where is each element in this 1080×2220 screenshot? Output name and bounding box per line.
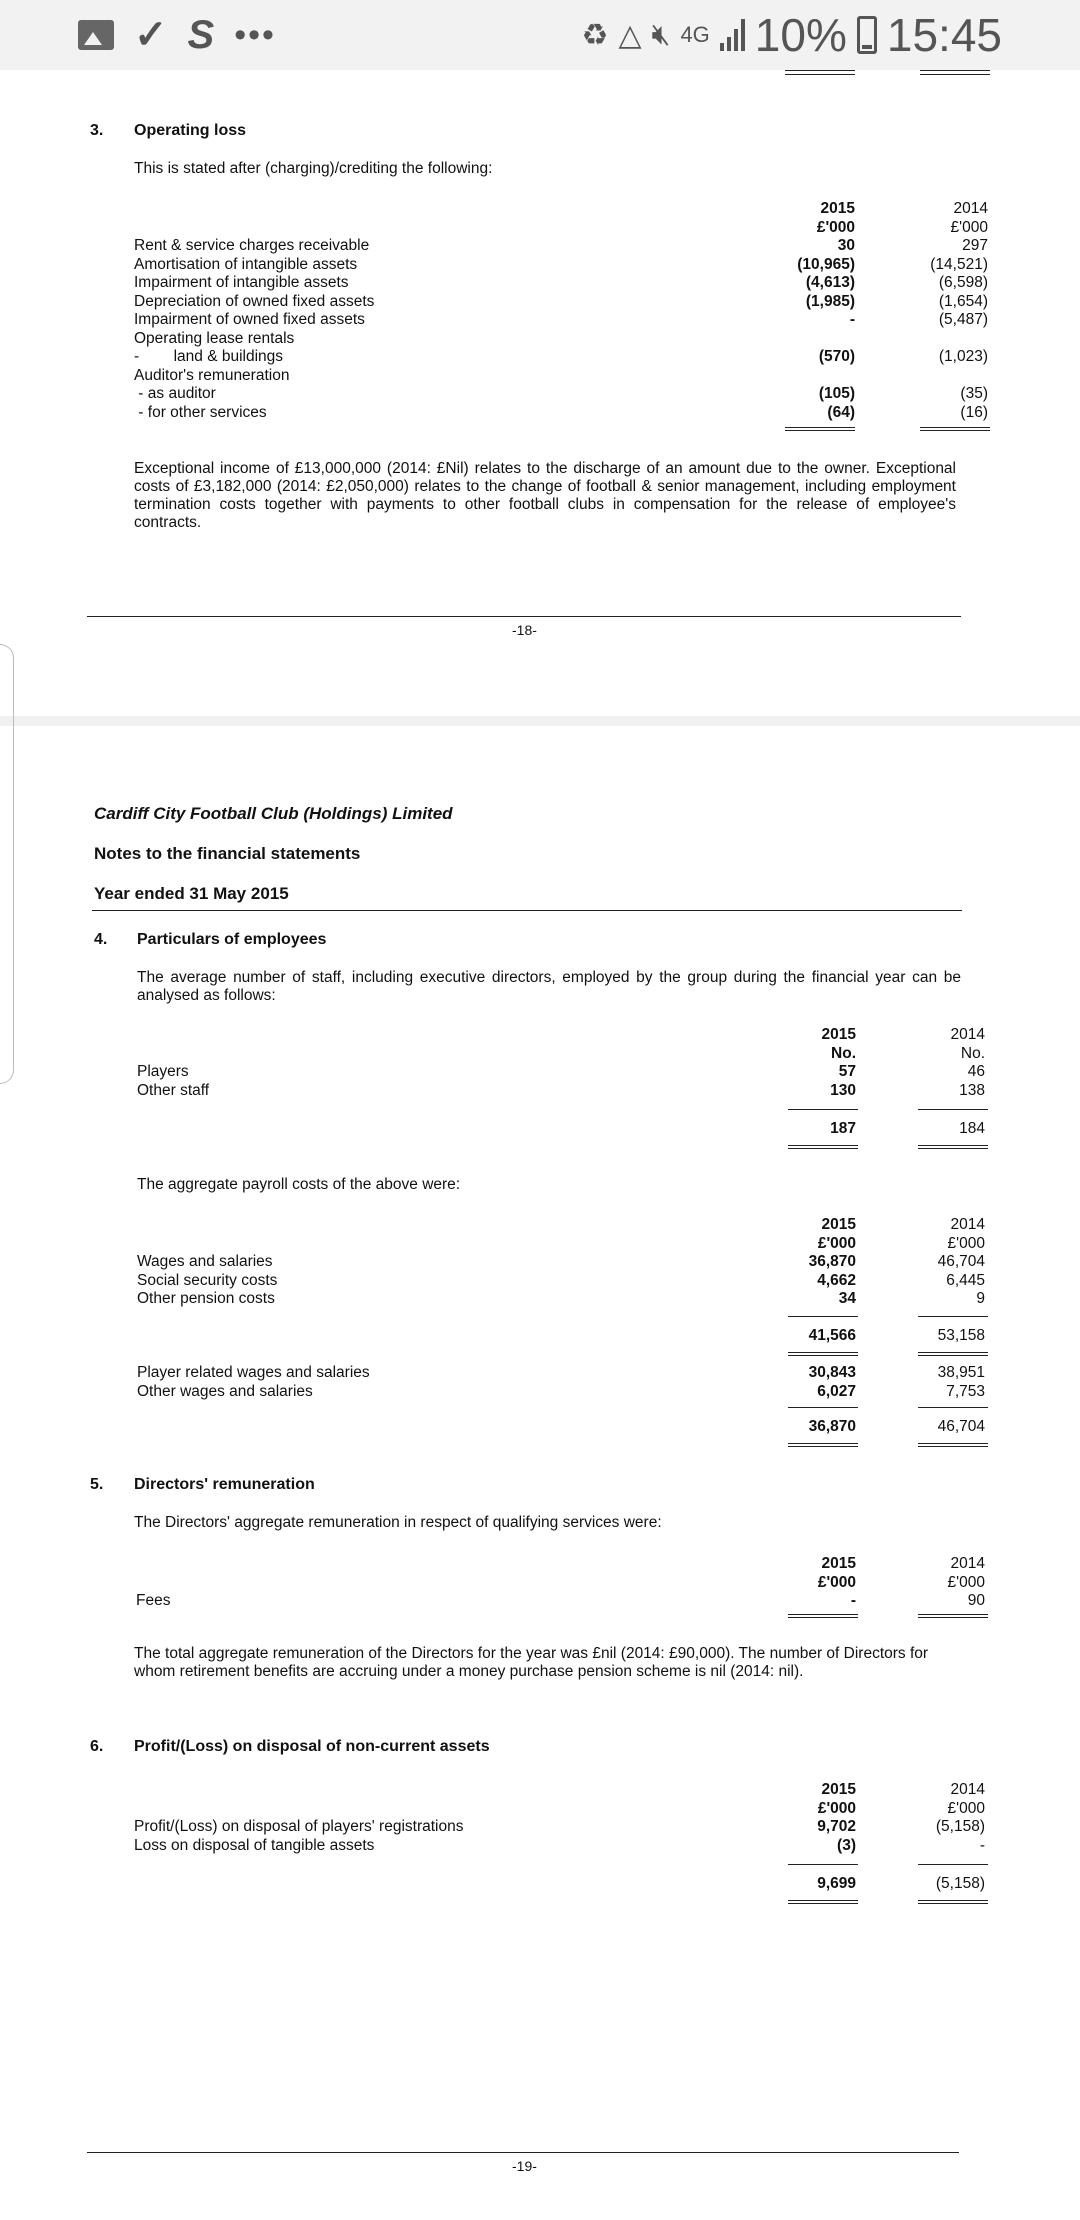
value-2015: 130 bbox=[830, 1081, 856, 1099]
col-header-2015: 2015 No. bbox=[821, 1026, 856, 1062]
row-label: Social security costs bbox=[137, 1271, 278, 1289]
row-labels bbox=[137, 1063, 209, 1100]
row-label: Player related wages and salaries bbox=[137, 1364, 370, 1381]
clock: 15:45 bbox=[886, 9, 1002, 61]
value-2015: 36,870 bbox=[808, 1253, 856, 1270]
note-number: 3. bbox=[90, 122, 104, 139]
value-2014: 38,951 bbox=[937, 1364, 985, 1381]
value-2015: - bbox=[850, 1592, 856, 1609]
value-2015 bbox=[755, 367, 855, 386]
header-rule bbox=[92, 910, 962, 911]
values-2015 bbox=[756, 1818, 856, 1855]
note-intro: The Directors' aggregate remuneration in respect of qualifying services were: bbox=[134, 1514, 662, 1531]
note-title: Operating loss bbox=[134, 122, 247, 139]
row-label: Impairment of intangible assets bbox=[134, 274, 349, 291]
col-header-2014: 2014 No. bbox=[950, 1026, 985, 1062]
value-2014: 90 bbox=[967, 1592, 985, 1609]
value-2014 bbox=[888, 330, 988, 349]
rule bbox=[920, 70, 990, 71]
value-2014: 46,704 bbox=[937, 1253, 985, 1270]
row-labels bbox=[137, 1253, 277, 1309]
double-rule bbox=[918, 1614, 988, 1618]
double-rule bbox=[788, 1352, 858, 1356]
rule bbox=[785, 70, 855, 71]
rule bbox=[788, 1109, 858, 1110]
values-2015 bbox=[756, 1364, 856, 1401]
page-separator bbox=[0, 716, 1080, 726]
value-2014: 138 bbox=[959, 1081, 985, 1099]
row-label: Fees bbox=[136, 1592, 171, 1609]
values-2015 bbox=[756, 1063, 856, 1100]
row-label: - land & buildings bbox=[134, 348, 284, 365]
row-label: Amortisation of intangible assets bbox=[134, 255, 358, 273]
value-2014: (35) bbox=[960, 385, 988, 402]
col-header-2014: 2014 £'000 bbox=[947, 1555, 985, 1591]
wages-total-2014: 46,704 bbox=[937, 1418, 985, 1435]
value-2015: (3) bbox=[837, 1836, 856, 1854]
directors-paragraph: The total aggregate remuneration of the Directors for the year was £nil (2014: £90,000). The number of Directors for whom retirement benefits are accruing under a money purchase pension scheme is nil (2014: nil). bbox=[134, 1645, 929, 1680]
rule bbox=[918, 1407, 988, 1408]
row-label: Operating lease rentals bbox=[134, 329, 295, 347]
note-number: 4. bbox=[94, 931, 108, 948]
value-2014: 6,445 bbox=[946, 1271, 985, 1289]
document-page-18 bbox=[0, 70, 1080, 720]
note-title: Directors' remuneration bbox=[134, 1476, 315, 1493]
notes-title: Notes to the financial statements bbox=[94, 844, 361, 863]
value-2014: (5,158) bbox=[935, 1818, 985, 1835]
rule bbox=[920, 74, 990, 75]
double-rule bbox=[788, 1614, 858, 1618]
footer-rule bbox=[87, 616, 961, 617]
recycle-icon: ♻ bbox=[581, 18, 609, 52]
values-2014 bbox=[885, 1253, 985, 1309]
system-icons bbox=[582, 10, 1002, 60]
value-2014: 46 bbox=[967, 1063, 985, 1080]
rule bbox=[788, 1407, 858, 1408]
document-page-19 bbox=[0, 726, 1080, 2220]
double-rule bbox=[918, 1145, 988, 1149]
values-2014 bbox=[885, 1063, 985, 1100]
value-2015: (10,965) bbox=[797, 255, 855, 273]
value-2015: (1,985) bbox=[805, 292, 855, 310]
double-rule bbox=[918, 1352, 988, 1356]
company-name: Cardiff City Football Club (Holdings) Limited bbox=[94, 804, 453, 823]
col-header-2015: 2015 £'000 bbox=[817, 1555, 856, 1591]
value-2015: (4,613) bbox=[805, 274, 855, 291]
exceptional-paragraph: Exceptional income of £13,000,000 (2014: £Nil) relates to the discharge of an amount due to the owner. Exceptional costs of £3,182,000 (2014: £2,050,000) relates to the change of football & senior management, including employment termination costs together with payments to other football clubs in compensation for the release of employee's contracts. bbox=[134, 460, 956, 531]
row-labels bbox=[137, 1364, 370, 1401]
row-label: Other wages and salaries bbox=[137, 1382, 313, 1400]
signal-icon bbox=[720, 19, 745, 51]
disposal-total-2014: (5,158) bbox=[935, 1875, 985, 1892]
page-number: -19- bbox=[512, 2158, 537, 2174]
row-label: Rent & service charges receivable bbox=[134, 237, 370, 254]
battery-icon bbox=[857, 16, 877, 54]
value-2015: 30 bbox=[837, 237, 855, 254]
double-rule bbox=[918, 1443, 988, 1447]
note-title: Particulars of employees bbox=[137, 931, 327, 948]
more-dots-icon: ••• bbox=[234, 15, 276, 54]
payroll-total-2015: 41,566 bbox=[808, 1327, 856, 1344]
rule bbox=[788, 1864, 858, 1865]
col-header-2014: 2014 £'000 bbox=[947, 1781, 985, 1817]
payroll-total-2014: 53,158 bbox=[937, 1327, 985, 1344]
row-label: Loss on disposal of tangible assets bbox=[134, 1836, 375, 1854]
status-bar bbox=[0, 0, 1080, 70]
value-2014 bbox=[888, 367, 988, 386]
value-2015 bbox=[755, 330, 855, 349]
double-rule bbox=[788, 1145, 858, 1149]
wages-total-2015: 36,870 bbox=[808, 1418, 856, 1435]
value-2014: (5,487) bbox=[938, 311, 988, 328]
col-header-2015: 2015 £'000 bbox=[817, 1781, 856, 1817]
value-2014: 7,753 bbox=[946, 1382, 985, 1400]
row-label: Other staff bbox=[137, 1081, 210, 1099]
year-ended: Year ended 31 May 2015 bbox=[94, 884, 289, 903]
value-2015: 34 bbox=[838, 1290, 856, 1307]
network-type: 4G bbox=[680, 22, 710, 47]
gallery-icon bbox=[78, 20, 114, 50]
col-header-2014: 2014 £'000 bbox=[947, 1216, 985, 1252]
row-label: Depreciation of owned fixed assets bbox=[134, 292, 375, 310]
row-labels bbox=[134, 237, 374, 422]
row-label: Impairment of owned fixed assets bbox=[134, 311, 365, 328]
double-rule bbox=[788, 1443, 858, 1447]
value-2014: - bbox=[979, 1836, 985, 1854]
double-rule bbox=[785, 427, 855, 431]
rule bbox=[918, 1316, 988, 1317]
staff-total-2015: 187 bbox=[830, 1120, 856, 1137]
s-app-icon: S bbox=[187, 13, 215, 57]
value-2015: (570) bbox=[818, 348, 855, 365]
col-header-2015: 2015 £'000 bbox=[816, 200, 855, 236]
values-2014 bbox=[888, 237, 988, 422]
value-2014: 297 bbox=[962, 237, 988, 254]
row-label: Players bbox=[137, 1063, 189, 1080]
values-2014 bbox=[885, 1592, 985, 1611]
note-number: 6. bbox=[90, 1738, 104, 1755]
row-label: Auditor's remuneration bbox=[134, 366, 290, 384]
value-2014: (1,654) bbox=[938, 292, 988, 310]
row-label: - for other services bbox=[134, 403, 267, 421]
row-label: Profit/(Loss) on disposal of players' registrations bbox=[134, 1818, 464, 1835]
double-rule bbox=[920, 427, 990, 431]
row-label: - as auditor bbox=[134, 385, 216, 402]
values-2015 bbox=[756, 1253, 856, 1309]
value-2015: (105) bbox=[818, 385, 855, 402]
rule bbox=[785, 74, 855, 75]
battery-percent: 10% bbox=[754, 9, 847, 61]
value-2015: - bbox=[849, 311, 855, 328]
value-2015: 9,702 bbox=[817, 1818, 856, 1835]
disposal-total-2015: 9,699 bbox=[817, 1875, 856, 1892]
value-2014: (14,521) bbox=[930, 255, 988, 273]
note-number: 5. bbox=[90, 1476, 104, 1493]
double-rule bbox=[788, 1900, 858, 1904]
footer-rule bbox=[87, 2152, 959, 2153]
value-2015: (64) bbox=[827, 403, 855, 421]
mute-icon: 🔇︎ bbox=[651, 18, 671, 51]
note-intro: The average number of staff, including executive directors, employed by the group during the financial year can be analysed as follows: bbox=[137, 969, 961, 1004]
rule bbox=[918, 1109, 988, 1110]
notification-icons bbox=[78, 14, 276, 56]
row-label: Wages and salaries bbox=[137, 1253, 273, 1270]
double-rule bbox=[918, 1900, 988, 1904]
value-2015: 30,843 bbox=[808, 1364, 856, 1381]
payroll-intro: The aggregate payroll costs of the above were: bbox=[137, 1176, 461, 1193]
values-2015 bbox=[756, 1592, 856, 1611]
drive-icon: △ bbox=[618, 18, 642, 52]
values-2014 bbox=[885, 1818, 985, 1855]
rule bbox=[918, 1864, 988, 1865]
values-2015 bbox=[755, 237, 855, 422]
note-intro: This is stated after (charging)/crediting the following: bbox=[134, 160, 493, 177]
value-2014: (16) bbox=[960, 403, 988, 421]
value-2014: (1,023) bbox=[938, 348, 988, 365]
staff-total-2014: 184 bbox=[959, 1120, 985, 1137]
values-2014 bbox=[885, 1364, 985, 1401]
rule bbox=[788, 1316, 858, 1317]
value-2015: 4,662 bbox=[817, 1271, 856, 1289]
value-2014: (6,598) bbox=[938, 274, 988, 291]
value-2015: 6,027 bbox=[817, 1382, 856, 1400]
row-label: Other pension costs bbox=[137, 1290, 275, 1307]
value-2014: 9 bbox=[976, 1290, 985, 1307]
col-header-2014: 2014 £'000 bbox=[950, 200, 988, 236]
row-labels bbox=[134, 1818, 463, 1855]
check-icon: ✓ bbox=[134, 13, 168, 57]
row-labels bbox=[136, 1592, 170, 1611]
note-title: Profit/(Loss) on disposal of non-current assets bbox=[134, 1738, 490, 1755]
page-number: -18- bbox=[512, 622, 537, 638]
value-2015: 57 bbox=[838, 1063, 856, 1080]
col-header-2015: 2015 £'000 bbox=[817, 1216, 856, 1252]
